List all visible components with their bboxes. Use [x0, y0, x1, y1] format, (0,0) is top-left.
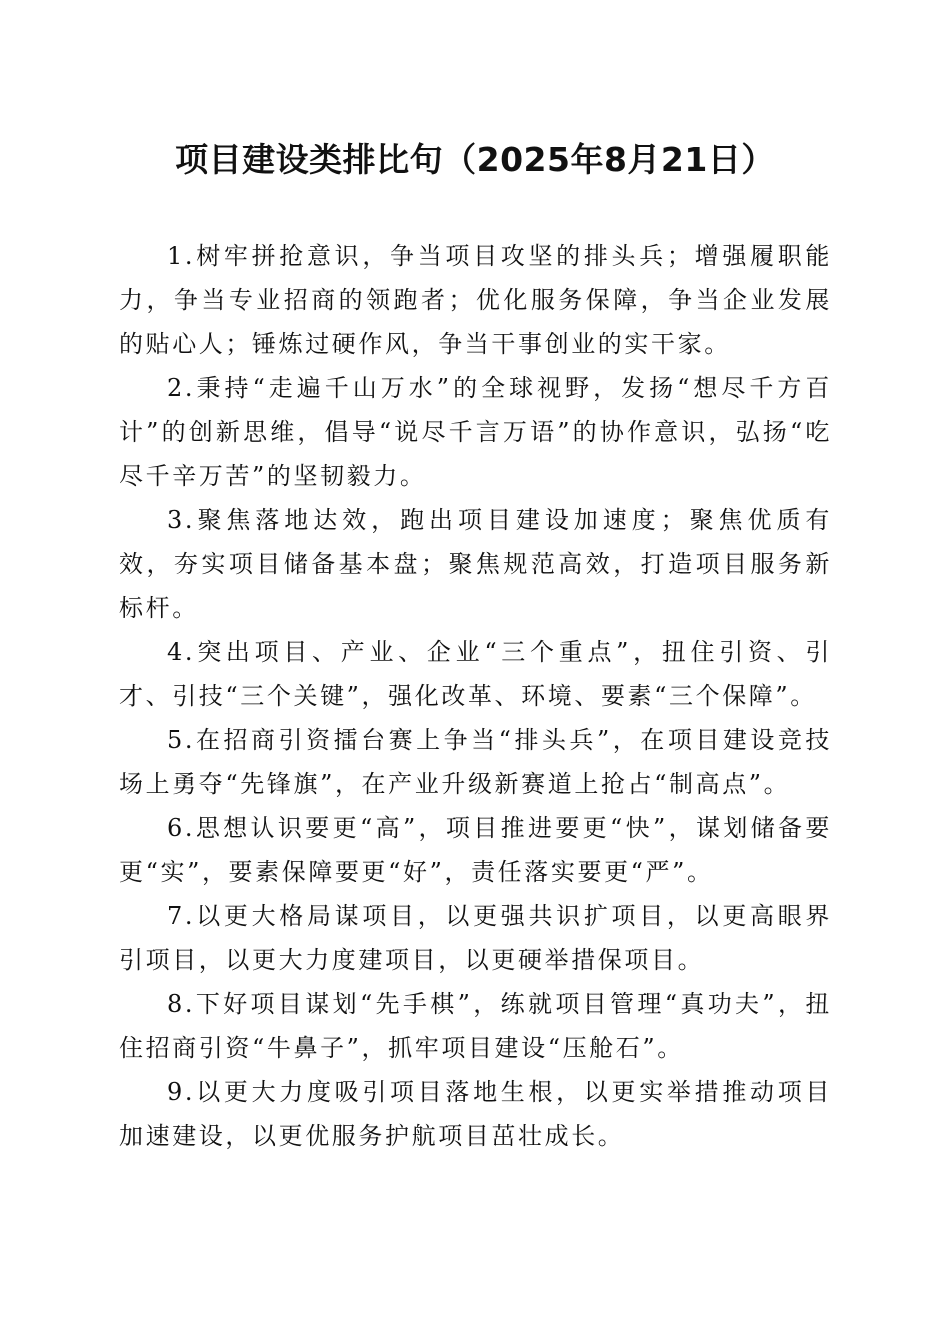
paragraph-1: 1.树牢拼抢意识，争当项目攻坚的排头兵；增强履职能力，争当专业招商的领跑者；优化服务保障，争当企业发展的贴心人；锤炼过硬作风，争当干事创业的实干家。: [119, 242, 832, 358]
paragraph-4: 4.突出项目、产业、企业“三个重点”，扭住引资、引才、引技“三个关键”，强化改革、环境、要素“三个保障”。: [119, 638, 832, 710]
paragraph-7: 7.以更大格局谋项目，以更强共识扩项目，以更高眼界引项目，以更大力度建项目，以更硬举措保项目。: [119, 902, 832, 974]
paragraph-8: 8.下好项目谋划“先手棋”，练就项目管理“真功夫”，扭住招商引资“牛鼻子”，抓牢项目建设“压舱石”。: [119, 990, 832, 1062]
paragraph-3: 3.聚焦落地达效，跑出项目建设加速度；聚焦优质有效，夯实项目储备基本盘；聚焦规范高效，打造项目服务新标杆。: [119, 506, 832, 622]
paragraph-9: 9.以更大力度吸引项目落地生根，以更实举措推动项目加速建设，以更优服务护航项目茁壮成长。: [119, 1078, 832, 1150]
paragraph-5: 5.在招商引资擂台赛上争当“排头兵”，在项目建设竞技场上勇夺“先锋旗”，在产业升级新赛道上抢占“制高点”。: [119, 726, 832, 798]
document-title: 项目建设类排比句（2025年8月21日）: [175, 140, 775, 179]
document-body: [119, 234, 832, 1158]
paragraph-6: 6.思想认识要更“高”，项目推进要更“快”，谋划储备要更“实”，要素保障要更“好”，责任落实要更“严”。: [119, 814, 832, 886]
paragraph-2: 2.秉持“走遍千山万水”的全球视野，发扬“想尽千方百计”的创新思维，倡导“说尽千言万语”的协作意识，弘扬“吃尽千辛万苦”的坚韧毅力。: [119, 374, 832, 490]
